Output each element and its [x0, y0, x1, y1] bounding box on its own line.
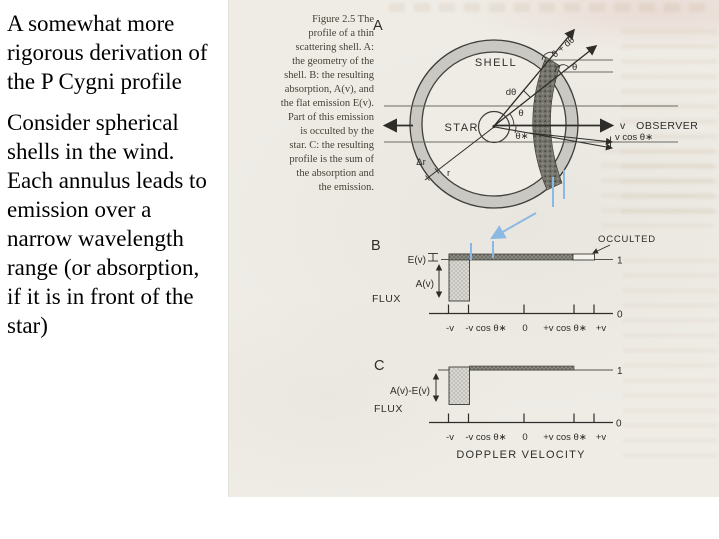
heading-line: rigorous derivation of [7, 40, 208, 65]
tick-label: -v [446, 432, 454, 443]
caption-line: Figure 2.5 The [312, 14, 374, 25]
d-theta-label: dθ [505, 87, 517, 98]
caption-line: star. C: the resulting [289, 140, 374, 151]
continuum-value: 1 [617, 255, 623, 267]
caption-line: the emission. [318, 182, 374, 193]
tick-label: +v cos θ∗ [543, 323, 587, 334]
axis-ticks [449, 305, 595, 314]
v-cos-theta-label: v cos θ∗ [615, 132, 654, 143]
star-center-dot [492, 125, 495, 128]
panel-c-label: C [374, 358, 385, 374]
panel-a-geometry [373, 18, 698, 208]
emission-band [449, 254, 573, 260]
absorption-column [449, 367, 470, 405]
slide-heading [7, 9, 241, 96]
body-line: Consider spherical [7, 110, 179, 135]
zero-value: 0 [617, 309, 623, 321]
flux-label: FLUX [374, 403, 403, 415]
theta-top-label: θ [572, 62, 578, 73]
scanned-figure-region [228, 0, 719, 497]
emission-height-bracket [428, 254, 438, 262]
body-line: shells in the wind. [7, 139, 175, 164]
doppler-velocity-label: DOPPLER VELOCITY [456, 449, 586, 461]
theta-center-label: θ [518, 108, 524, 119]
occulted-pointer-arrow [593, 245, 610, 253]
theta-plus-dtheta-label: θ + dθ [549, 34, 578, 61]
caption-line: profile of a thin [308, 28, 374, 39]
occulted-label: OCCULTED [598, 234, 656, 245]
panel-b-profile [371, 234, 656, 334]
axis-ticks [449, 414, 595, 423]
body-line: star) [7, 313, 48, 338]
caption-line: Part of this emission [287, 112, 374, 123]
axis-tick-labels [446, 323, 606, 334]
delta-r-label: Δr [416, 157, 426, 168]
theta-star-label: θ∗ [515, 131, 529, 142]
shell-label: SHELL [474, 57, 518, 69]
tick-label: +v cos θ∗ [543, 432, 587, 443]
body-line: emission over a [7, 197, 152, 222]
absorption-column [449, 254, 470, 301]
axis-tick-labels [446, 432, 606, 443]
blue-arrow [492, 213, 536, 238]
tick-label: -v cos θ∗ [465, 432, 507, 443]
caption-line: absorption, A(v), and [284, 84, 374, 95]
zero-value: 0 [616, 418, 622, 430]
caption-line: the geometry of the [292, 56, 374, 67]
tick-label: +v [595, 432, 607, 443]
tick-label: +v [595, 323, 607, 334]
emission-band [470, 366, 575, 370]
body-line: narrow wavelength [7, 226, 184, 251]
tick-label: 0 [522, 432, 528, 443]
caption-line: the flat emission E(v). [280, 98, 374, 109]
body-line: Each annulus leads to [7, 168, 207, 193]
continuum-value: 1 [617, 366, 623, 377]
heading-line: the P Cygni profile [7, 69, 182, 94]
a-minus-e-label: A(v)-E(v) [390, 386, 430, 397]
heading-line: A somewhat more [7, 11, 175, 36]
slide-text-column [7, 9, 241, 352]
e-of-v-label: E(v) [407, 255, 426, 266]
flux-label: FLUX [372, 293, 401, 305]
a-of-v-label: A(v) [415, 279, 434, 290]
caption-line: profile is the sum of [289, 154, 374, 165]
caption-line: scattering shell. A: [295, 42, 374, 53]
occulted-segment [573, 254, 595, 260]
caption-line: shell. B: the resulting [284, 70, 374, 81]
panel-a-label: A [373, 18, 383, 34]
star-label: STAR [444, 122, 479, 134]
body-line: if it is in front of the [7, 284, 194, 309]
r-label: r [447, 168, 451, 179]
caption-line: the absorption and [296, 168, 374, 179]
panel-c-profile [374, 358, 623, 461]
tick-label: -v [446, 323, 454, 334]
panel-b-label: B [371, 238, 381, 254]
tick-label: -v cos θ∗ [465, 323, 507, 334]
figure-diagram [229, 0, 719, 497]
tick-label: 0 [522, 323, 528, 334]
body-line: range (or absorption, [7, 255, 200, 280]
observer-label: v OBSERVER [620, 120, 699, 132]
caption-line: is occulted by the [300, 126, 374, 137]
slide-body [7, 108, 241, 340]
